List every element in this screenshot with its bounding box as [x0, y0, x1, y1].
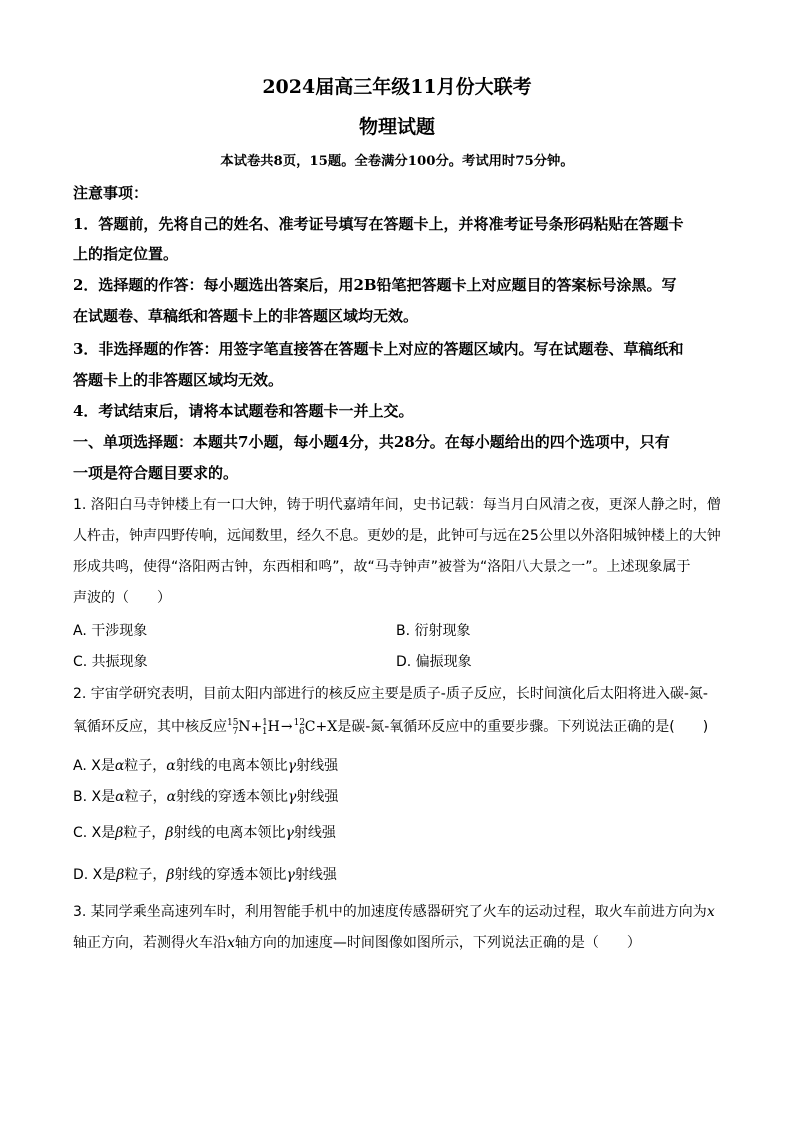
question-2-line: [73, 716, 708, 737]
option-text: 射线强: [293, 825, 336, 841]
x-variable: x: [227, 935, 235, 951]
option-text: 射线的穿透本领比: [176, 789, 289, 805]
note-line: 答题卡上的非答题区域均无效。: [73, 371, 284, 389]
note-line: 2．选择题的作答：每小题选出答案后，用2B铅笔把答题卡上对应题目的答案标号涂黑。写: [73, 276, 677, 294]
option-text: 射线强: [294, 867, 337, 883]
greek-symbol: β: [115, 825, 124, 841]
reaction-arrow: →: [280, 719, 293, 735]
exam-meta: 本试卷共8页，15题。全卷满分100分。考试用时75分钟。: [220, 154, 574, 169]
question-2-text: 氧循环反应，其中核反应: [73, 719, 227, 735]
greek-symbol: α: [114, 758, 125, 774]
question-3-text: 轴正方向，若测得火车沿: [73, 935, 227, 951]
plus-sign: +: [250, 719, 263, 735]
option-a: [73, 755, 338, 775]
notes-heading: 注意事项：: [73, 184, 149, 202]
greek-symbol: β: [166, 867, 175, 883]
question-3-line: [73, 901, 715, 921]
note-line: 在试题卷、草稿纸和答题卡上的非答题区域均无效。: [73, 307, 419, 325]
option-text: D. X是: [73, 867, 117, 883]
note-line: 4．考试结束后，请将本试题卷和答题卡一并上交。: [73, 402, 414, 420]
option-text: A. X是: [73, 758, 115, 774]
question-1-line: 声波的（ ）: [73, 590, 171, 606]
option-text: 射线强: [296, 758, 339, 774]
question-1-line: 1. 洛阳白马寺钟楼上有一口大钟，铸于明代嘉靖年间，史书记载：每当月白风清之夜，更深人静之时，僧: [73, 497, 721, 513]
question-2-text: 是碳-氮-氧循环反应中的重要步骤。下列说法正确的是( ): [337, 719, 709, 735]
note-line: 3．非选择题的作答：用签字笔直接答在答题卡上对应的答题区域内。写在试题卷、草稿纸和: [73, 340, 684, 358]
option-text: 射线的电离本领比: [175, 758, 288, 774]
nitrogen-mass-number: 15: [227, 718, 239, 728]
option-text: C. X是: [73, 825, 116, 841]
question-2-line: 2. 宇宙学研究表明，目前太阳内部进行的核反应主要是质子-质子反应，长时间演化后太阳将进入碳-氮-: [73, 686, 708, 702]
greek-symbol: γ: [285, 825, 294, 841]
greek-symbol: γ: [288, 789, 297, 805]
question-1-line: 人杵击，钟声四野传响，远闻数里，经久不息。更妙的是，此钟可与远在25公里以外洛阳城钟楼上的大钟: [73, 528, 721, 544]
question-3-text: 3. 某同学乘坐高速列车时，利用智能手机中的加速度传感器研究了火车的运动过程，取火车前进方向为: [73, 904, 707, 920]
option-text: 粒子，: [124, 789, 167, 805]
hydrogen-mass-number: 1: [262, 718, 268, 728]
nuclear-equation: [227, 719, 337, 735]
question-1-line: 形成共鸣，使得“洛阳两古钟，东西相和鸣”，故“马寺钟声”被誉为“洛阳八大景之一”。上述现象属于: [73, 559, 691, 575]
option-text: 粒子，: [124, 867, 167, 883]
greek-symbol: β: [116, 867, 125, 883]
greek-symbol: γ: [287, 758, 297, 774]
carbon-mass-number: 12: [293, 718, 306, 728]
greek-symbol: α: [166, 789, 177, 805]
option-d: D. 偏振现象: [396, 654, 472, 670]
product-x: +X: [315, 719, 338, 735]
note-line: 上的指定位置。: [73, 245, 179, 263]
nitrogen-symbol: N: [238, 719, 251, 735]
option-d: [73, 864, 337, 884]
option-c: C. 共振现象: [73, 654, 148, 670]
option-a: A. 干涉现象: [73, 623, 148, 639]
exam-subtitle: 物理试题: [358, 116, 435, 138]
note-line: 1．答题前，先将自己的姓名、准考证号填写在答题卡上，并将准考证号条形码粘贴在答题卡: [73, 215, 684, 233]
option-c: [73, 822, 336, 842]
carbon-atomic-number: 6: [299, 727, 305, 737]
question-3-line: [73, 932, 641, 952]
option-b: B. 衍射现象: [396, 623, 471, 639]
hydrogen-symbol: H: [267, 719, 280, 735]
greek-symbol: β: [165, 825, 174, 841]
greek-symbol: γ: [286, 867, 295, 883]
option-b: [73, 786, 338, 806]
option-text: 射线的电离本领比: [173, 825, 286, 841]
nitrogen-atomic-number: 7: [232, 727, 239, 737]
option-text: 粒子，: [123, 825, 166, 841]
greek-symbol: α: [115, 789, 125, 805]
option-text: 粒子，: [124, 758, 167, 774]
greek-symbol: α: [166, 758, 176, 774]
carbon-symbol: C: [304, 719, 316, 735]
question-3-text: 轴方向的加速度—时间图像如图所示，下列说法正确的是（ ）: [234, 935, 641, 951]
hydrogen-atomic-number: 1: [261, 727, 268, 737]
option-text: 射线的穿透本领比: [174, 867, 287, 883]
exam-title: 2024届高三年级11月份大联考: [262, 76, 532, 98]
x-variable: x: [706, 904, 715, 920]
section-heading: 一项是符合题目要求的。: [73, 464, 239, 482]
section-heading: 一、单项选择题：本题共7小题，每小题4分，共28分。在每小题给出的四个选项中，只有: [73, 433, 670, 451]
option-text: 射线强: [296, 789, 339, 805]
option-text: B. X是: [73, 789, 116, 805]
